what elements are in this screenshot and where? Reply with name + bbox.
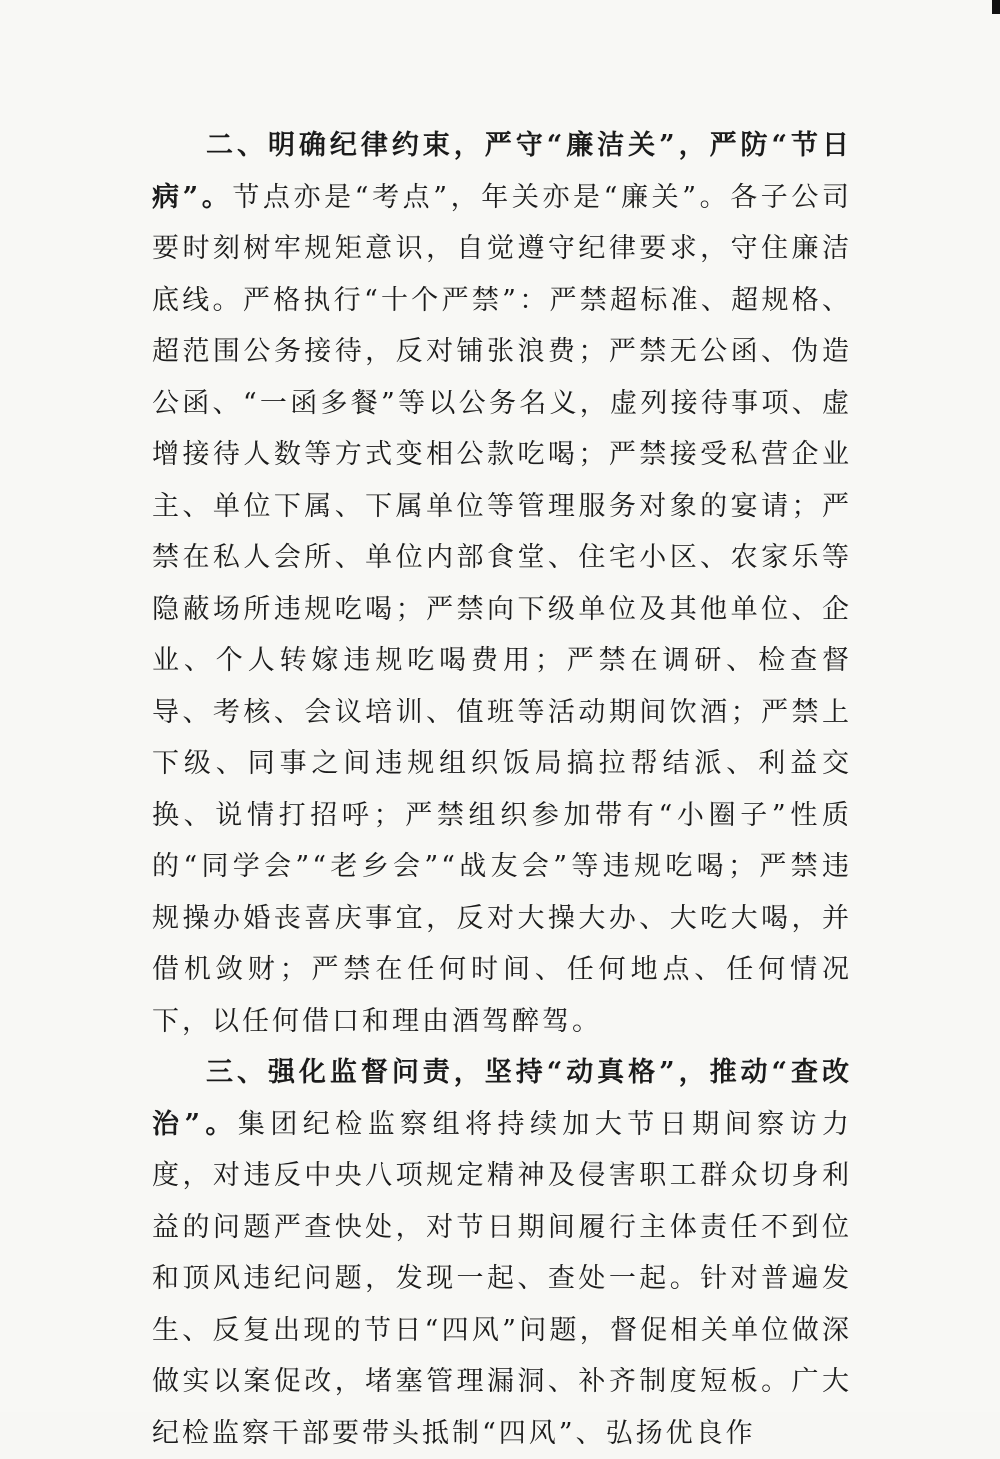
scan-corner-mark bbox=[992, 0, 1000, 14]
section-2-heading: 二、明确纪律约束，严守“廉洁关”，严防“节日病”。 bbox=[152, 130, 852, 213]
document-body bbox=[152, 120, 852, 1459]
section-2-paragraph bbox=[152, 120, 852, 1047]
section-2-body: 节点亦是“考点”，年关亦是“廉关”。各子公司要时刻树牢规矩意识，自觉遵守纪律要求，守住廉洁底线。严格执行“十个严禁”：严禁超标准、超规格、超范围公务接待，反对铺张浪费；严禁无公函、伪造公函、“一函多餐”等以公务名义，虚列接待事项、虚增接待人数等方式变相公款吃喝；严禁接受私营企业主、单位下属、下属单位等管理服务对象的宴请；严禁在私人会所、单位内部食堂、住宅小区、农家乐等隐蔽场所违规吃喝；严禁向下级单位及其他单位、企业、个人转嫁违规吃喝费用；严禁在调研、检查督导、考核、会议培训、值班等活动期间饮酒；严禁上下级、同事之间违规组织饭局搞拉帮结派、利益交换、说情打招呼；严禁组织参加带有“小圈子”性质的“同学会”“老乡会”“战友会”等违规吃喝；严禁违规操办婚丧喜庆事宜，反对大操大办、大吃大喝，并借机敛财；严禁在任何时间、任何地点、任何情况下，以任何借口和理由酒驾醉驾。 bbox=[152, 181, 852, 1037]
section-3-body: 集团纪检监察组将持续加大节日期间察访力度，对违反中央八项规定精神及侵害职工群众切身利益的问题严查快处，对节日期间履行主体责任不到位和顶风违纪问题，发现一起、查处一起。针对普遍发生、反复出现的节日“四风”问题，督促相关单位做深做实以案促改，堵塞管理漏洞、补齐制度短板。广大纪检监察干部要带头抵制“四风”、弘扬优良作 bbox=[152, 1108, 853, 1449]
section-3-paragraph bbox=[152, 1047, 852, 1459]
section-3-heading: 三、强化监督问责，坚持“动真格”，推动“查改治”。 bbox=[152, 1057, 852, 1140]
